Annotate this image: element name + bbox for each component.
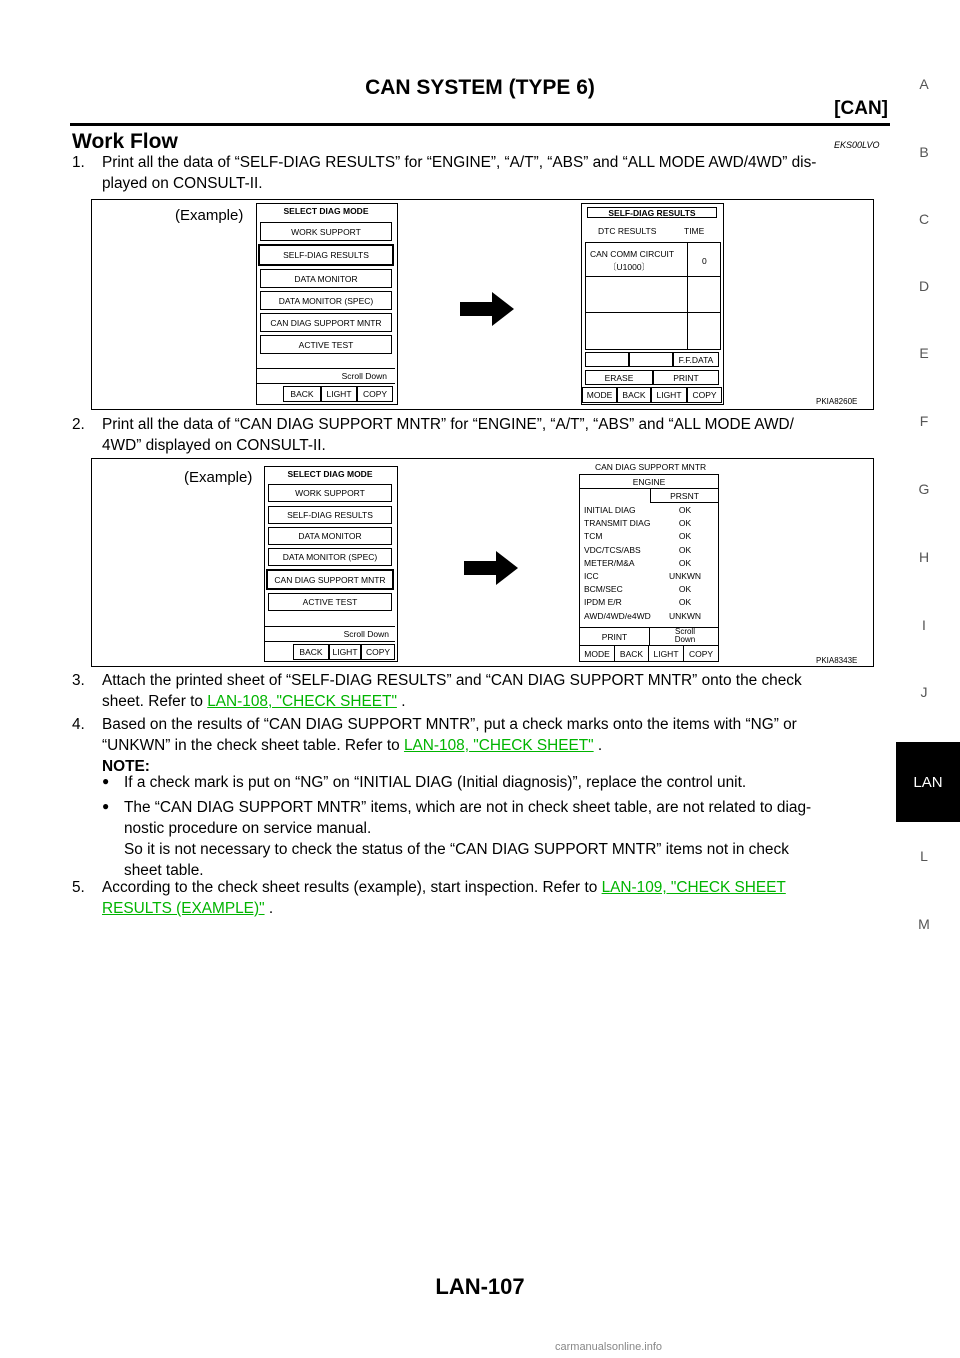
side-tab-active[interactable]: LAN — [896, 742, 960, 822]
monitor-item-name: INITIAL DIAG — [584, 505, 636, 515]
side-index-f[interactable]: F — [919, 413, 929, 429]
page-header-title: CAN SYSTEM (TYPE 6) — [365, 76, 595, 99]
menu-item-data-monitor[interactable]: DATA MONITOR — [268, 527, 392, 545]
note-text: The “CAN DIAG SUPPORT MNTR” items, which are not in check sheet table, are not related to diag- — [124, 799, 812, 816]
step-1 — [72, 152, 890, 194]
menu-item-work-support[interactable]: WORK SUPPORT — [260, 222, 392, 241]
monitor-item-name: VDC/TCS/ABS — [584, 544, 641, 555]
step-5 — [72, 877, 890, 919]
print-button[interactable]: PRINT — [580, 628, 650, 645]
link-check-sheet-results[interactable]: LAN-109, "CHECK SHEET — [601, 879, 786, 896]
figure-can-diag-support-mntr — [91, 458, 874, 667]
monitor-item-value: OK — [678, 518, 692, 529]
light-button[interactable]: LIGHT — [651, 387, 687, 403]
step-text: Print all the data of “SELF-DIAG RESULTS” for “ENGINE”, “A/T”, “ABS” and “ALL MODE AWD/4WD” dis- — [102, 154, 817, 171]
step-text: According to the check sheet results (example), start inspection. Refer to — [102, 879, 602, 896]
monitor-item-name: ICC — [584, 571, 599, 581]
menu-item-self-diag-results[interactable]: SELF-DIAG RESULTS — [258, 244, 394, 266]
side-index-b[interactable]: B — [919, 144, 929, 160]
link-check-sheet[interactable]: LAN-108, "CHECK SHEET" — [403, 737, 594, 754]
consult-screen-left — [264, 466, 398, 662]
menu-item-data-monitor-spec[interactable]: DATA MONITOR (SPEC) — [268, 548, 392, 566]
monitor-row — [580, 611, 718, 624]
monitor-item-value: OK — [678, 557, 692, 568]
monitor-item-value: UNKWN — [668, 610, 702, 621]
step-number: 3. — [72, 672, 85, 689]
back-button[interactable]: BACK — [615, 646, 649, 661]
screen-title: SELECT DIAG MODE — [265, 467, 395, 480]
copy-button[interactable]: COPY — [361, 644, 395, 660]
watermark: carmanualsonline.info — [555, 1341, 663, 1353]
monitor-item-name: TCM — [584, 531, 603, 542]
monitor-item-value: OK — [678, 544, 692, 555]
note-bullet — [102, 772, 890, 793]
monitor-row — [580, 531, 718, 544]
side-index-m[interactable]: M — [918, 916, 930, 932]
blank-cell — [629, 352, 673, 367]
monitor-item-name: AWD/4WD/e4WD — [584, 610, 651, 621]
monitor-item-name: BCM/SEC — [584, 584, 623, 595]
scroll-label: Down — [674, 635, 696, 644]
prsnt-header: PRSNT — [650, 489, 718, 503]
scroll-label: Scroll — [674, 627, 695, 636]
monitor-row — [580, 545, 718, 558]
side-index-a[interactable]: A — [919, 76, 929, 92]
dtc-results-header: DTC RESULTS — [598, 226, 657, 236]
note-text: sheet table. — [124, 862, 204, 879]
note-heading: NOTE: — [102, 758, 150, 775]
arrow-right-icon — [460, 292, 514, 326]
section-title: Work Flow — [72, 130, 178, 153]
figure-id: PKIA8260E — [816, 397, 858, 406]
side-index-h[interactable]: H — [918, 549, 930, 565]
menu-item-self-diag-results[interactable]: SELF-DIAG RESULTS — [268, 506, 392, 524]
page-number: LAN-107 — [435, 1274, 525, 1299]
screen-title: SELECT DIAG MODE — [257, 204, 395, 218]
ecu-name: ENGINE — [580, 475, 718, 489]
monitor-item-name: IPDM E/R — [584, 597, 622, 608]
monitor-item-value: OK — [678, 531, 692, 542]
step-4 — [72, 714, 890, 756]
screen-title: SELF-DIAG RESULTS — [587, 207, 717, 218]
menu-item-active-test[interactable]: ACTIVE TEST — [260, 335, 392, 354]
consult-screen-right — [581, 203, 724, 405]
step-text: played on CONSULT-II. — [102, 175, 263, 192]
page-header-subtitle: [CAN] — [834, 98, 888, 119]
step-text: . — [396, 693, 406, 710]
light-button[interactable]: LIGHT — [329, 644, 361, 660]
consult-screen-right — [579, 462, 719, 662]
side-index-c[interactable]: C — [918, 211, 930, 227]
consult-screen-left — [256, 203, 398, 405]
step-text: 4WD” displayed on CONSULT-II. — [102, 437, 326, 454]
link-check-sheet-results[interactable]: RESULTS (EXAMPLE)" — [102, 900, 265, 917]
menu-item-can-diag-support[interactable]: CAN DIAG SUPPORT MNTR — [266, 569, 394, 590]
monitor-item-value: OK — [678, 505, 692, 515]
step-number: 2. — [72, 416, 85, 433]
step-3 — [72, 670, 890, 712]
dtc-code: 〔U1000〕 — [608, 262, 651, 272]
monitor-row — [580, 518, 718, 531]
menu-item-data-monitor-spec[interactable]: DATA MONITOR (SPEC) — [260, 291, 392, 310]
side-index-l[interactable]: L — [920, 848, 928, 864]
step-number: 5. — [72, 879, 85, 896]
light-button[interactable]: LIGHT — [649, 646, 684, 661]
bullet-icon: ● — [102, 799, 110, 813]
monitor-row — [580, 584, 718, 597]
back-button[interactable]: BACK — [283, 386, 321, 402]
step-text: “UNKWN” in the check sheet table. Refer to — [102, 737, 404, 754]
figure-self-diag-results — [91, 199, 874, 410]
side-index-d[interactable]: D — [918, 278, 930, 294]
blank-cell — [585, 352, 629, 367]
copy-button[interactable]: COPY — [357, 386, 393, 402]
print-button[interactable]: PRINT — [653, 370, 719, 385]
menu-item-can-diag-support[interactable]: CAN DIAG SUPPORT MNTR — [260, 313, 392, 332]
side-index-i[interactable]: I — [922, 617, 926, 633]
step-text: . — [593, 737, 603, 754]
scroll-down-button[interactable]: Scroll Down — [265, 626, 395, 642]
time-header: TIME — [684, 226, 705, 236]
monitor-row — [580, 558, 718, 571]
erase-button[interactable]: ERASE — [585, 370, 653, 385]
figure-label: (Example) — [175, 207, 244, 224]
side-index-j[interactable]: J — [920, 684, 928, 700]
menu-item-work-support[interactable]: WORK SUPPORT — [268, 484, 392, 502]
ff-data-button[interactable]: F.F.DATA — [673, 352, 719, 367]
dtc-table — [585, 242, 721, 350]
side-index-g[interactable]: G — [918, 481, 930, 497]
menu-item-active-test[interactable]: ACTIVE TEST — [268, 593, 392, 611]
monitor-item-name: METER/M&A — [584, 557, 635, 568]
copy-button[interactable]: COPY — [687, 387, 722, 403]
monitor-item-name: TRANSMIT DIAG — [584, 518, 651, 529]
bullet-icon: ● — [102, 774, 110, 788]
note-text: If a check mark is put on “NG” on “INITIAL DIAG (Initial diagnosis)”, replace the control unit. — [124, 774, 747, 791]
menu-item-data-monitor[interactable]: DATA MONITOR — [260, 269, 392, 288]
scroll-down-button[interactable] — [652, 628, 718, 645]
scroll-down-button[interactable]: Scroll Down — [257, 368, 395, 384]
step-text: Attach the printed sheet of “SELF-DIAG RESULTS” and “CAN DIAG SUPPORT MNTR” onto the check — [102, 672, 802, 689]
step-text: sheet. Refer to — [102, 693, 208, 710]
step-text: Print all the data of “CAN DIAG SUPPORT MNTR” for “ENGINE”, “A/T”, “ABS” and “ALL MODE AWD/ — [102, 416, 794, 433]
monitor-table — [579, 474, 719, 662]
side-index-e[interactable]: E — [919, 345, 929, 361]
note-text: nostic procedure on service manual. — [124, 820, 372, 837]
monitor-item-value: OK — [678, 584, 692, 595]
back-button[interactable]: BACK — [293, 644, 329, 660]
step-text: Based on the results of “CAN DIAG SUPPORT MNTR”, put a check marks onto the items with “NG” or — [102, 716, 797, 733]
dtc-name: CAN COMM CIRCUIT — [590, 249, 675, 259]
mode-button[interactable]: MODE — [580, 646, 615, 661]
monitor-item-value: OK — [678, 597, 692, 608]
screen-title: CAN DIAG SUPPORT MNTR — [595, 462, 707, 472]
step-text: . — [264, 900, 274, 917]
step-number: 1. — [72, 154, 85, 171]
copy-button[interactable]: COPY — [684, 646, 718, 661]
section-code: EKS00LVO — [834, 140, 880, 150]
arrow-right-icon — [464, 551, 518, 585]
light-button[interactable]: LIGHT — [321, 386, 357, 402]
figure-id: PKIA8343E — [816, 656, 858, 665]
monitor-row — [580, 505, 718, 518]
dtc-time: 0 — [702, 256, 707, 266]
monitor-row — [580, 597, 718, 610]
figure-label: (Example) — [184, 469, 253, 486]
header-rule — [70, 123, 890, 126]
step-number: 4. — [72, 716, 85, 733]
note-text: So it is not necessary to check the status of the “CAN DIAG SUPPORT MNTR” items not in check — [124, 841, 789, 858]
mode-button[interactable]: MODE — [582, 387, 617, 403]
note-bullet — [102, 797, 890, 881]
back-button[interactable]: BACK — [617, 387, 651, 403]
monitor-item-value: UNKWN — [668, 571, 702, 581]
link-check-sheet[interactable]: LAN-108, "CHECK SHEET" — [207, 693, 397, 710]
monitor-row — [580, 571, 718, 584]
step-2 — [72, 414, 890, 456]
